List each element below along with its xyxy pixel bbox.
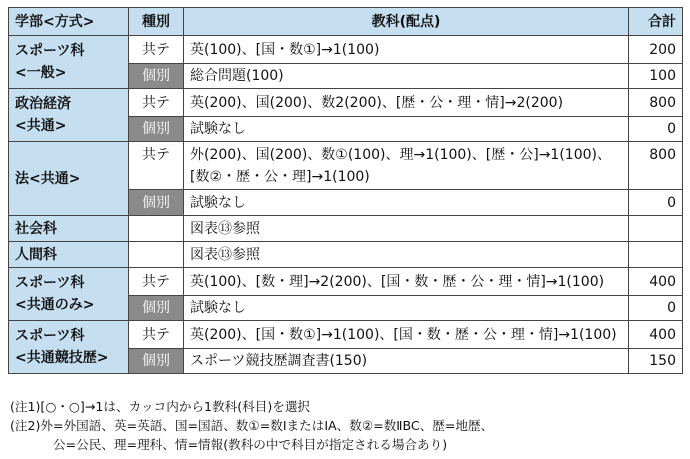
total-cell: 800 (629, 89, 683, 117)
table-row (9, 89, 683, 117)
table-row (9, 242, 683, 268)
faculty-cell (9, 216, 129, 242)
faculty-name: スポーツ科 (15, 275, 85, 291)
total-cell: 0 (629, 190, 683, 216)
type-cell (129, 216, 184, 242)
subjects-cell: 総合問題(100) (184, 64, 629, 89)
footnotes (10, 397, 680, 454)
total-cell: 0 (629, 296, 683, 321)
subjects-cell: 英(200)、[国・数①]→1(100)、[国・数・歴・公・理・情]→1(100) (184, 321, 629, 349)
subjects-cell: 図表⑬参照 (184, 242, 629, 268)
faculty-name: 人間科 (15, 246, 57, 263)
subjects-cell: 試験なし (184, 117, 629, 142)
faculty-name: 法<共通> (15, 170, 81, 187)
total-cell: 150 (629, 349, 683, 374)
type-cell: 個別 (129, 296, 184, 321)
subjects-cell: 英(200)、国(200)、数2(200)、[歴・公・理・情]→2(200) (184, 89, 629, 117)
faculty-cell (9, 142, 129, 216)
table-row (9, 142, 683, 190)
faculty-name: 社会科 (15, 220, 57, 237)
table-row (9, 321, 683, 349)
subjects-line: [数②・歴・公・理]→1(100) (190, 168, 370, 185)
subjects-line: 外(200)、国(200)、数①(100)、理→1(100)、[歴・公]→1(100)、 (190, 146, 611, 163)
type-cell: 共テ (129, 142, 184, 190)
header-faculty: 学部<方式> (9, 8, 129, 36)
note-2: (注2)外=外国語、英=英語、国=国語、数①=数ⅠまたはⅠA、数②=数ⅡBC、歴=地歴、 (10, 418, 494, 433)
admission-subjects-table (8, 7, 683, 374)
faculty-cell (9, 268, 129, 321)
note-2-continued: 公=公民、理=理科、情=情報(教科の中で科目が指定される場合あり) (53, 437, 448, 452)
type-cell: 共テ (129, 268, 184, 296)
table-row (9, 268, 683, 296)
faculty-method: <共通> (15, 118, 67, 134)
type-cell: 共テ (129, 36, 184, 64)
total-cell (629, 216, 683, 242)
subjects-cell: 英(100)、[数・理]→2(200)、[国・数・歴・公・理・情]→1(100) (184, 268, 629, 296)
type-cell (129, 242, 184, 268)
header-total: 合計 (629, 8, 683, 36)
note-1: (注1)[○・○]→1は、カッコ内から1教科(科目)を選択 (10, 399, 311, 414)
total-cell: 400 (629, 268, 683, 296)
type-cell: 個別 (129, 190, 184, 216)
type-cell: 共テ (129, 321, 184, 349)
total-cell: 800 (629, 142, 683, 190)
total-cell (629, 242, 683, 268)
type-cell: 個別 (129, 64, 184, 89)
subjects-cell: 試験なし (184, 296, 629, 321)
faculty-name: スポーツ科 (15, 43, 85, 59)
total-cell: 200 (629, 36, 683, 64)
header-subjects: 教科(配点) (184, 8, 629, 36)
type-cell: 個別 (129, 117, 184, 142)
faculty-cell (9, 89, 129, 142)
total-cell: 100 (629, 64, 683, 89)
faculty-method: <共通のみ> (15, 297, 95, 313)
table-row (9, 216, 683, 242)
faculty-name: 政治経済 (15, 96, 71, 112)
total-cell: 0 (629, 117, 683, 142)
faculty-method: <共通競技歴> (15, 350, 109, 366)
type-cell: 個別 (129, 349, 184, 374)
subjects-cell: 英(100)、[国・数①]→1(100) (184, 36, 629, 64)
faculty-cell (9, 242, 129, 268)
header-type: 種別 (129, 8, 184, 36)
faculty-method: <一般> (15, 65, 67, 81)
faculty-cell (9, 36, 129, 89)
faculty-name: スポーツ科 (15, 328, 85, 344)
type-cell: 共テ (129, 89, 184, 117)
table-row (9, 36, 683, 64)
faculty-cell (9, 321, 129, 374)
subjects-cell: 試験なし (184, 190, 629, 216)
header-row (9, 8, 683, 36)
subjects-cell: スポーツ競技歴調査書(150) (184, 349, 629, 374)
subjects-cell: 図表⑬参照 (184, 216, 629, 242)
total-cell: 400 (629, 321, 683, 349)
subjects-cell (184, 142, 629, 190)
